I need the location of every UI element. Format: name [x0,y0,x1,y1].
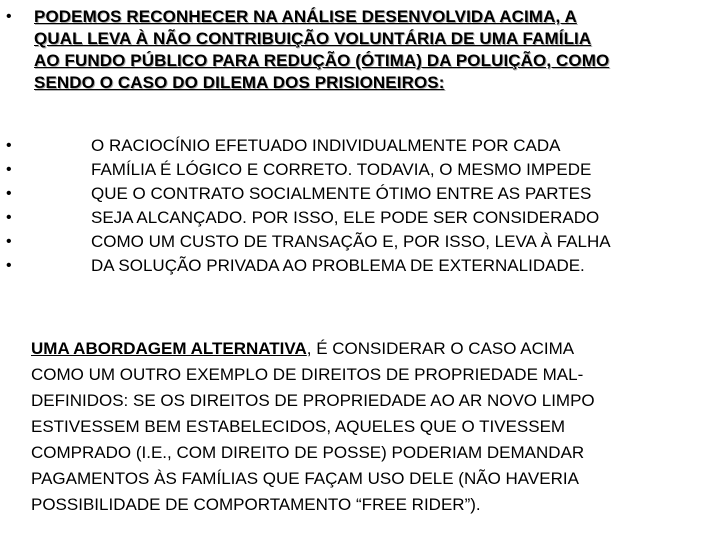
paragraph-first-line-rest: , É CONSIDERAR O CASO ACIMA [306,339,575,358]
paragraph-line: ESTIVESSEM BEM ESTABELECIDOS, AQUELES QUE O TIVESSEM [31,417,566,436]
paragraph-line: COMO UM OUTRO EXEMPLO DE DIREITOS DE PROPRIEDADE MAL- [31,365,584,384]
list-bullet: • [6,257,12,274]
list-bullet: • [6,209,12,226]
list-bullet: • [6,185,12,202]
list-bullet: • [6,161,12,178]
paragraph-line: COMPRADO (I.E., COM DIREITO DE POSSE) PODERIAM DEMANDAR [31,443,585,462]
paragraph-line: POSSIBILIDADE DE COMPORTAMENTO “FREE RIDER”). [31,495,481,514]
list-bullet: • [6,233,12,250]
paragraph-line: FAMÍLIA É LÓGICO E CORRETO. TODAVIA, O MESMO IMPEDE [91,160,592,179]
paragraph-line: PAGAMENTOS ÀS FAMÍLIAS QUE FAÇAM USO DELE (NÃO HAVERIA [31,469,579,488]
heading [34,6,714,94]
paragraph-line: COMO UM CUSTO DE TRANSAÇÃO E, POR ISSO, LEVA À FALHA [91,232,611,251]
heading-line: QUAL LEVA À NÃO CONTRIBUIÇÃO VOLUNTÁRIA DE UMA FAMÍLIA [34,29,592,48]
alternative-approach-emphasis: UMA ABORDAGEM ALTERNATIVA [31,339,307,358]
list-bullet: • [6,137,12,154]
heading-line: AO FUNDO PÚBLICO PARA REDUÇÃO (ÓTIMA) DA POLUIÇÃO, COMO [34,51,610,70]
paragraph-line: DA SOLUÇÃO PRIVADA AO PROBLEMA DE EXTERNALIDADE. [91,256,585,275]
heading-bullet: • [6,8,12,25]
paragraph-alternative [31,336,595,518]
paragraph-first-line [31,336,595,362]
heading-line: PODEMOS RECONHECER NA ANÁLISE DESENVOLVIDA ACIMA, A [34,7,577,26]
paragraph-reasoning [91,134,611,278]
paragraph-line: DEFINIDOS: SE OS DIREITOS DE PROPRIEDADE AO AR NOVO LIMPO [31,391,595,410]
heading-line: SENDO O CASO DO DILEMA DOS PRISIONEIROS: [34,73,445,92]
paragraph-line: QUE O CONTRATO SOCIALMENTE ÓTIMO ENTRE AS PARTES [91,184,592,203]
paragraph-line: SEJA ALCANÇADO. POR ISSO, ELE PODE SER CONSIDERADO [91,208,600,227]
paragraph-line: O RACIOCÍNIO EFETUADO INDIVIDUALMENTE POR CADA [91,136,561,155]
